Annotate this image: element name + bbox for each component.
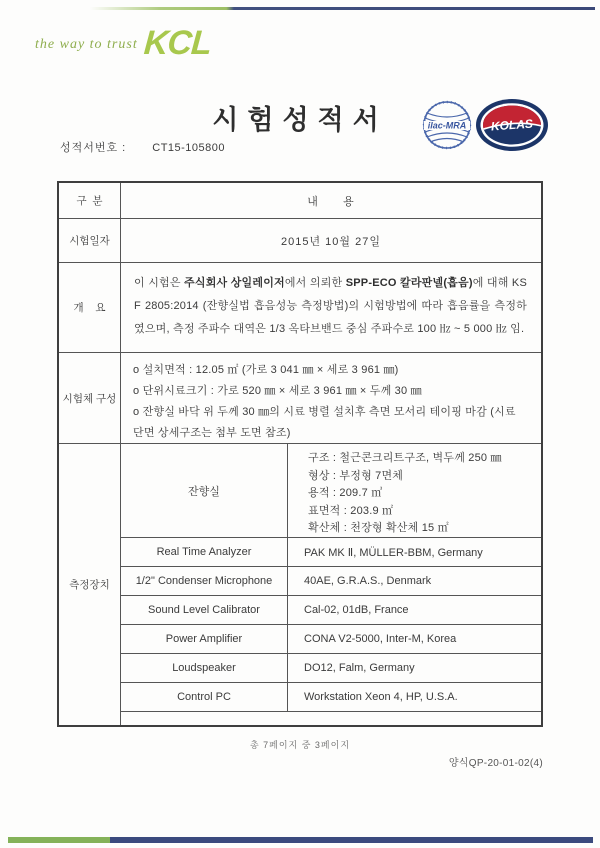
reverb-room-line-3: 용적 : 209.7 ㎥ (308, 487, 383, 499)
equipment-row-microphone (121, 567, 541, 596)
equipment-value: Cal-02, 01dB, France (304, 604, 409, 616)
test-date-value: 2015년 10월 27일 (281, 235, 381, 248)
bottom-accent-rule-navy (110, 837, 593, 843)
equipment-name: 1/2" Condenser Microphone (121, 567, 288, 595)
overview-label: 개 요 (59, 263, 121, 352)
specimen-line-3: o 잔향실 바닥 위 두께 30 ㎜의 시료 병렬 설치후 측면 모서리 테이핑 마감 (시료 단면 상세구조는 첨부 도면 참조) (133, 406, 516, 439)
bottom-accent-rule-green (8, 837, 110, 843)
equipment-group-body (121, 444, 541, 725)
reverb-room-row (121, 444, 541, 538)
specimen-text (121, 353, 541, 443)
kolas-logo (475, 98, 549, 152)
page-title: 시험성적서 (212, 105, 388, 135)
overview-client-name: 주식회사 상일레이저 (184, 277, 285, 289)
table-header-row (59, 183, 541, 219)
overview-seg2: 에서 의뢰한 (284, 277, 346, 289)
page-count-text: 총 7페이지 중 3페이지 (249, 740, 351, 750)
equipment-group-label: 측정장치 (59, 444, 121, 725)
specimen-line-2: o 단위시료크기 : 가로 520 ㎜ × 세로 3 961 ㎜ × 두께 30 ㎜ (133, 385, 422, 397)
reverb-room-line-4: 표면적 : 203.9 ㎡ (308, 504, 394, 517)
reverb-room-line-2: 형상 : 부정형 7면체 (308, 469, 404, 482)
equipment-name: Power Amplifier (121, 625, 288, 653)
equipment-value: 40AE, G.R.A.S., Denmark (304, 575, 432, 587)
equipment-value: DO12, Falm, Germany (304, 662, 415, 674)
certification-logos (421, 97, 551, 153)
report-number-value: CT15-105800 (152, 142, 226, 154)
test-date-label: 시험일자 (59, 219, 121, 262)
equipment-name: Real Time Analyzer (121, 538, 288, 566)
equipment-row-analyzer (121, 538, 541, 567)
header-category-cell: 구 분 (59, 183, 121, 218)
header-content-cell: 내 용 (307, 195, 355, 208)
equipment-row-control-pc (121, 683, 541, 712)
table-bottom-gap (121, 712, 541, 724)
kolas-logo-text: KOLAS (490, 116, 534, 134)
ilac-mra-logo (421, 99, 473, 151)
report-table (57, 181, 543, 727)
equipment-row-loudspeaker (121, 654, 541, 683)
specimen-label: 시험체 구성 (59, 353, 121, 443)
brand-tagline: the way to trust (35, 36, 138, 52)
top-accent-rule (90, 7, 595, 10)
overview-seg1: 이 시험은 (134, 277, 185, 289)
overview-seg3: 에 대해 KS F 2805:2014 (잔향실법 흡음성능 측정방법)의 시험방법에 따라 흡음률을 측정하였으며, 측정 주파수 대역은 1/3 옥타브밴드 중심 주파수로 100 ㎐ ~ 5 000 ㎐ 임. (134, 277, 527, 335)
specimen-line-1: o 설치면적 : 12.05 ㎡ (가로 3 041 ㎜ × 세로 3 961 ㎜) (133, 364, 399, 376)
equipment-group-row (59, 444, 541, 725)
equipment-row-calibrator (121, 596, 541, 625)
overview-product-name: SPP-ECO 칼라판넬(흡음) (345, 277, 473, 289)
reverb-room-line-1: 구조 : 철근콘크리트구조, 벽두께 250 ㎜ (308, 452, 502, 464)
equipment-name: Sound Level Calibrator (121, 596, 288, 624)
reverb-room-line-5: 확산체 : 천장형 확산체 15 ㎡ (308, 522, 449, 534)
equipment-value: PAK MK Ⅱ, MÜLLER-BBM, Germany (304, 546, 483, 559)
overview-text (121, 263, 541, 352)
overview-row (59, 263, 541, 353)
kcl-logo-text: KCL (142, 24, 212, 62)
reverb-room-details (288, 444, 541, 537)
ilac-mra-logo-text: ilac-MRA (427, 120, 467, 131)
form-number-text: 양식QP-20-01-02(4) (448, 758, 543, 769)
equipment-value: CONA V2-5000, Inter-M, Korea (304, 633, 457, 645)
report-number-line (60, 139, 225, 155)
reverb-room-name: 잔향실 (121, 444, 288, 537)
equipment-row-amplifier (121, 625, 541, 654)
equipment-name: Control PC (121, 683, 288, 711)
kcl-logo (35, 24, 212, 62)
specimen-row (59, 353, 541, 444)
equipment-name: Loudspeaker (121, 654, 288, 682)
equipment-value: Workstation Xeon 4, HP, U.S.A. (304, 691, 458, 703)
test-date-row (59, 219, 541, 263)
report-number-label: 성적서번호 : (60, 142, 127, 154)
